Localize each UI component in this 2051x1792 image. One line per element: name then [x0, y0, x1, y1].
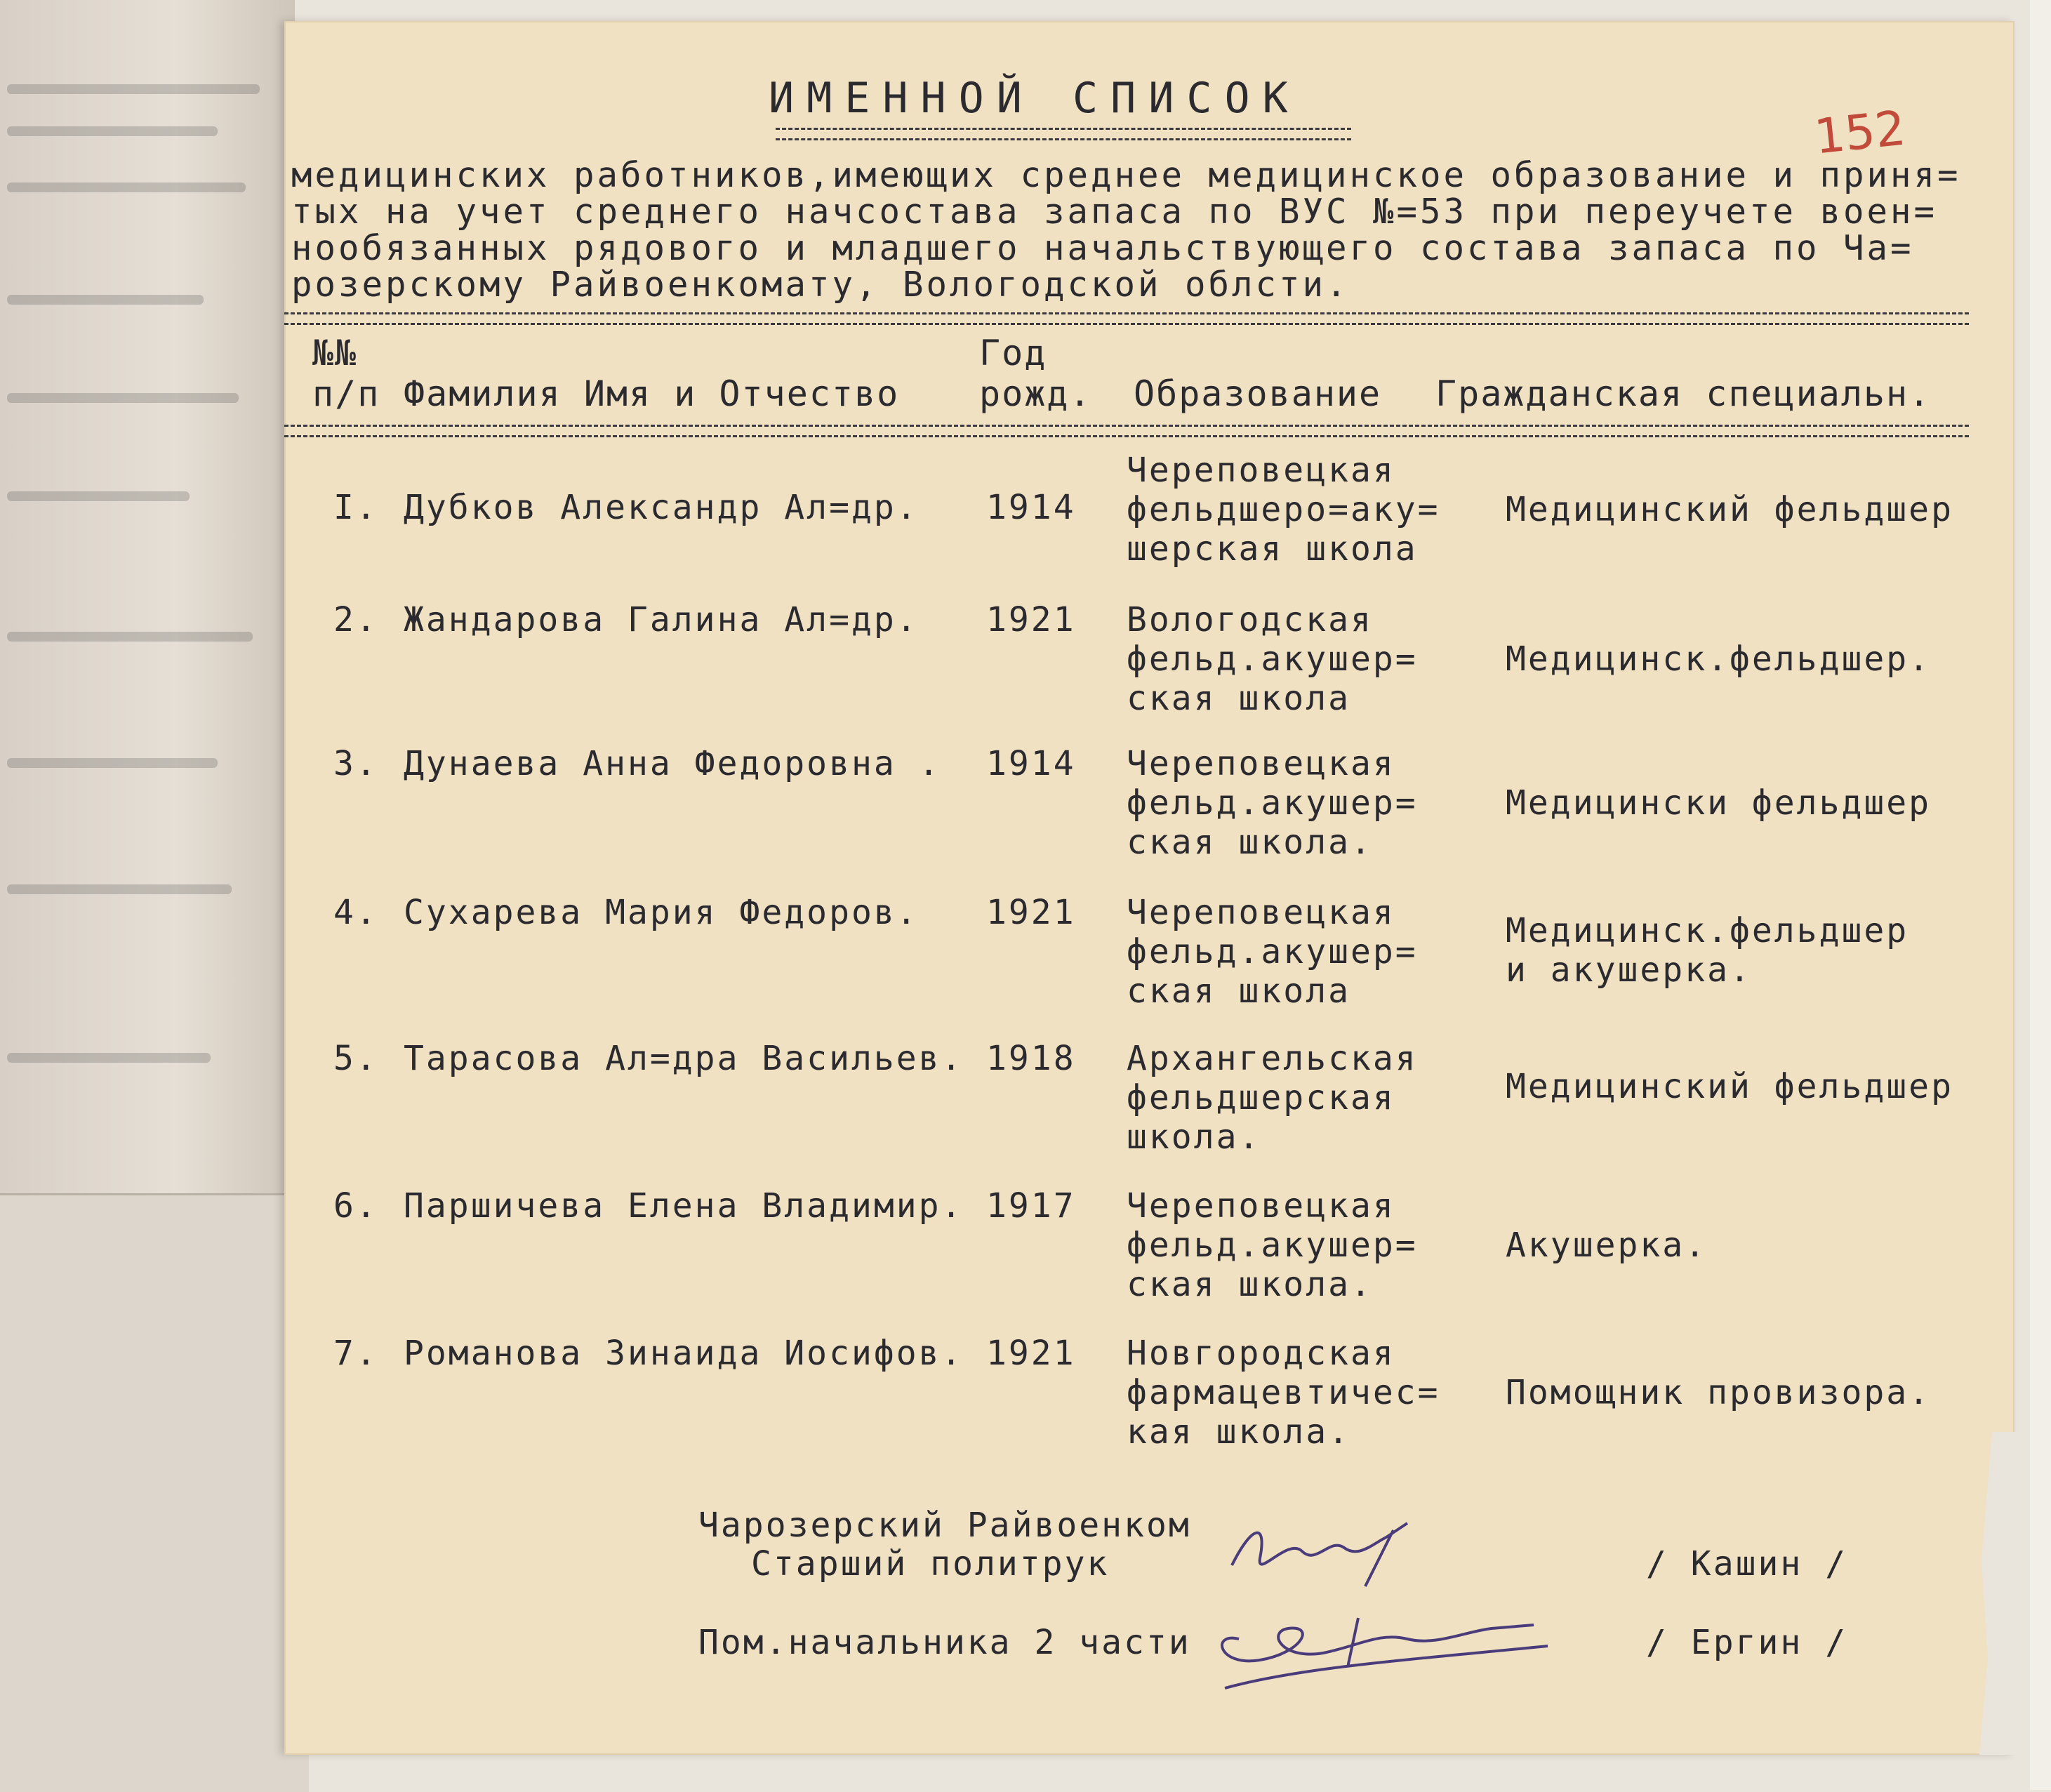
row-education: Череповецкая [1127, 893, 1395, 932]
row-education: ская школа. [1127, 823, 1373, 862]
row-education: Вологодская [1127, 600, 1373, 639]
row-name: Сухарева Мария Федоров. [404, 893, 919, 932]
row-num: I. [333, 488, 378, 527]
row-education: кая школа. [1127, 1412, 1350, 1452]
row-specialty: Медицинский фельдшер [1506, 490, 1953, 529]
row-education: фельд.акушер= [1127, 932, 1418, 971]
row-num: 4. [333, 893, 378, 932]
row-num: 5. [333, 1039, 378, 1078]
header-num: №№ [312, 333, 358, 373]
row-education: шерская школа [1127, 529, 1418, 569]
row-education: ская школа [1127, 971, 1350, 1011]
row-education: ская школа. [1127, 1265, 1373, 1304]
row-education: Новгородская [1127, 1334, 1395, 1373]
row-name: Паршичева Елена Владимир. [404, 1186, 964, 1226]
row-education: фельд.акушер= [1127, 783, 1418, 823]
row-name: Романова Зинаида Иосифов. [404, 1334, 964, 1373]
header-year: Год [979, 333, 1047, 373]
row-specialty: Помощник провизора. [1506, 1373, 1932, 1412]
row-education: фармацевтичес= [1127, 1373, 1440, 1412]
intro-line: розерскому Райвоенкомату, Вологодской облсти. [291, 265, 1350, 305]
row-specialty: Акушерка. [1506, 1226, 1708, 1265]
row-education: фельдшеро=аку= [1127, 490, 1440, 529]
row-education: фельд.акушер= [1127, 639, 1418, 679]
row-specialty: Медицинск.фельдшер [1506, 911, 1909, 950]
signature-name: / Ергин / [1646, 1623, 1848, 1662]
handwritten-signature [1225, 1509, 1435, 1596]
title-underline [776, 128, 1351, 140]
row-name: Жандарова Галина Ал=др. [404, 600, 919, 639]
intro-line: тых на учет среднего начсостава запаса по ВУС №=53 при переучете воен= [291, 192, 1938, 232]
row-education: Череповецкая [1127, 1186, 1395, 1226]
header-num-sub: п/п [312, 373, 380, 414]
adjacent-page [0, 0, 295, 1790]
header-year-sub: рожд. [979, 373, 1092, 414]
row-specialty: Медицински фельдшер [1506, 783, 1932, 823]
row-num: 3. [333, 744, 378, 783]
row-num: 7. [333, 1334, 378, 1373]
row-year: 1921 [986, 1334, 1076, 1373]
handwritten-signature [1197, 1590, 1562, 1705]
signature-rank: Старший политрук [751, 1544, 1110, 1584]
header-specialty: Гражданская специальн. [1435, 373, 1932, 414]
signature-name: / Кашин / [1646, 1544, 1848, 1584]
signature-title: Чарозерский Райвоенком [698, 1506, 1191, 1545]
document-title: ИМЕННОЙ СПИСОК [769, 74, 1301, 123]
row-specialty: Медицинский фельдшер [1506, 1067, 1953, 1106]
row-num: 2. [333, 600, 378, 639]
header-top-rule [284, 312, 1969, 325]
row-year: 1914 [986, 488, 1076, 527]
row-education: ская школа [1127, 679, 1350, 718]
row-education: фельдшерская [1127, 1078, 1395, 1117]
torn-edge [1979, 1432, 2022, 1755]
row-year: 1921 [986, 893, 1076, 932]
row-specialty: Медицинск.фельдшер. [1506, 639, 1932, 679]
row-education: фельд.акушер= [1127, 1226, 1418, 1265]
row-education: Череповецкая [1127, 744, 1395, 783]
row-education: Череповецкая [1127, 451, 1395, 490]
row-specialty: и акушерка. [1506, 950, 1752, 990]
row-education: Архангельская [1127, 1039, 1418, 1078]
header-bottom-rule [284, 425, 1969, 437]
header-name: Фамилия Имя и Отчество [404, 373, 900, 414]
row-name: Дубков Александр Ал=др. [404, 488, 919, 527]
row-year: 1918 [986, 1039, 1076, 1078]
background-strip [2030, 0, 2051, 1790]
folded-page-corner [0, 1193, 309, 1792]
row-name: Тарасова Ал=дра Васильев. [404, 1039, 964, 1078]
row-name: Дунаева Анна Федоровна . [404, 744, 941, 783]
row-num: 6. [333, 1186, 378, 1226]
row-year: 1921 [986, 600, 1076, 639]
row-education: школа. [1127, 1117, 1261, 1157]
intro-line: медицинских работников,имеющих среднее медицинское образование и приня= [291, 155, 1961, 195]
page-number: 152 [1812, 100, 1909, 166]
intro-line: нообязанных рядового и младшего начальствующего состава запаса по Ча= [291, 228, 1914, 268]
header-education: Образование [1134, 373, 1382, 414]
row-year: 1917 [986, 1186, 1076, 1226]
signature-title: Пом.начальника 2 части [698, 1623, 1191, 1662]
row-year: 1914 [986, 744, 1076, 783]
document-sheet [284, 21, 2015, 1755]
